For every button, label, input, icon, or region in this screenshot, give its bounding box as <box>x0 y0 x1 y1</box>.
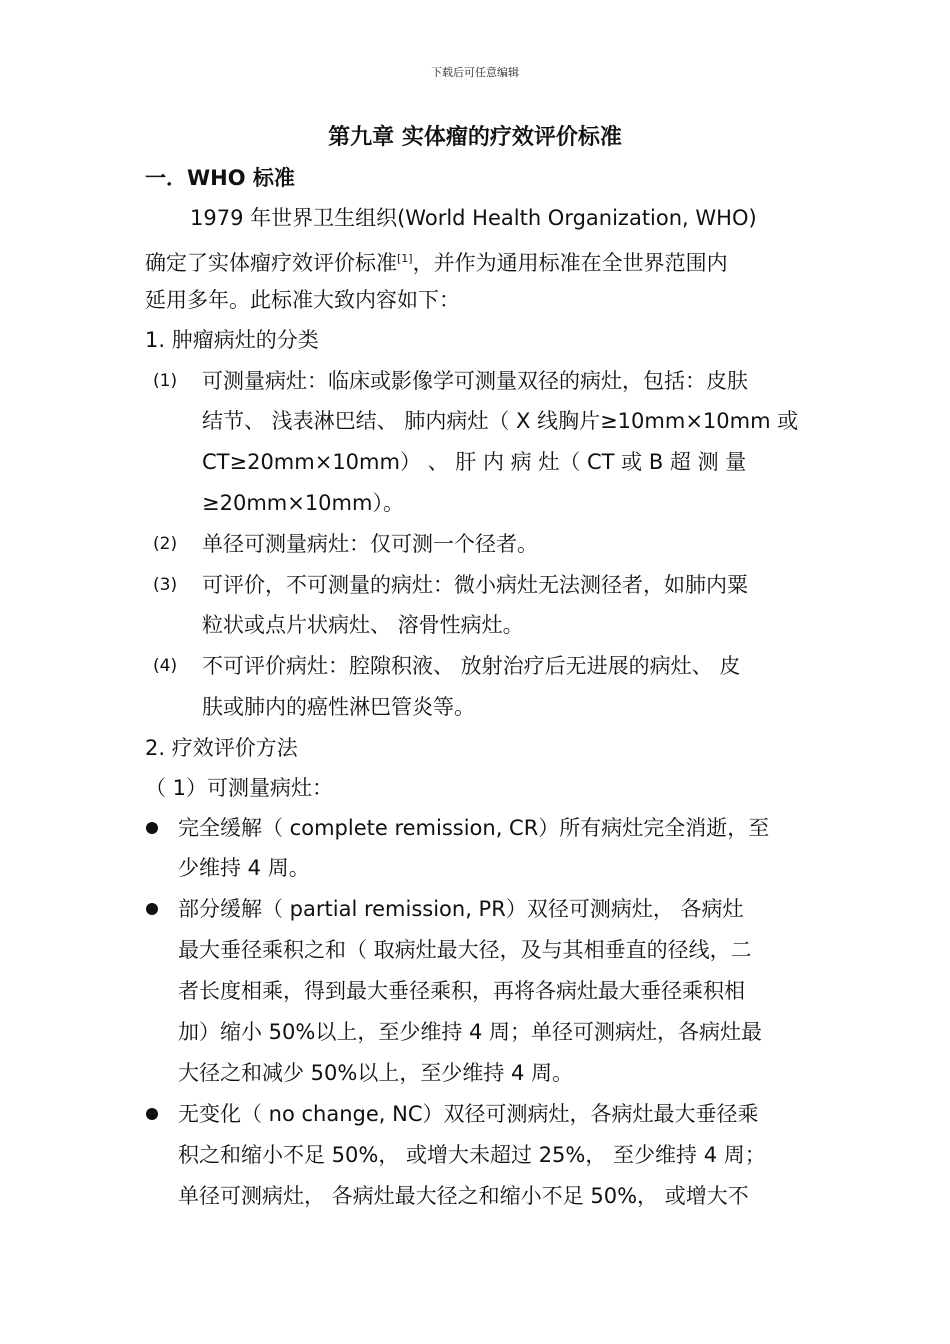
nc-line-1: 无变化（ no change, NC）双径可测病灶，各病灶最大垂径乘 <box>178 1102 759 1126</box>
bullet-icon <box>146 1108 158 1120</box>
item3-line-1: 可评价，不可测量的病灶：微小病灶无法测径者，如肺内粟 <box>202 573 748 597</box>
reference-mark: [1] <box>397 252 413 265</box>
item1-line-3: CT≥20mm×10mm） 、 肝 内 病 灶（ CT 或 B 超 测 量 <box>202 450 747 474</box>
intro-line-2 <box>145 239 728 283</box>
item1-line-2: 结节、 浅表淋巴结、 肺内病灶（ X 线胸片≥10mm×10mm 或 <box>202 409 799 433</box>
pr-line-1: 部分缓解（ partial remission, PR）双径可测病灶， 各病灶 <box>178 897 744 921</box>
item1-number: (1) <box>153 371 178 391</box>
nc-line-2: 积之和缩小不足 50%， 或增大未超过 25%， 至少维持 4 周； <box>178 1143 766 1167</box>
cr-line-1: 完全缓解（ complete remission, CR）所有病灶完全消逝，至 <box>178 816 770 840</box>
part2-sub-heading: （ 1）可测量病灶： <box>145 776 334 800</box>
intro-line-1: 1979 年世界卫生组织(World Health Organization, WHO) <box>190 206 757 230</box>
item4-line-2: 肤或肺内的癌性淋巴管炎等。 <box>202 695 475 719</box>
part1-heading: 1. 肿瘤病灶的分类 <box>145 328 319 352</box>
nc-line-3: 单径可测病灶， 各病灶最大径之和缩小不足 50%， 或增大不 <box>178 1184 749 1208</box>
page-title: 第九章 实体瘤的疗效评价标准 <box>328 125 622 150</box>
pr-line-3: 者长度相乘，得到最大垂径乘积，再将各病灶最大垂径乘积相 <box>178 979 745 1003</box>
intro-line-3: 延用多年。此标准大致内容如下： <box>145 288 460 312</box>
pr-line-5: 大径之和减少 50%以上，至少维持 4 周。 <box>178 1061 574 1085</box>
item1-line-1: 可测量病灶：临床或影像学可测量双径的病灶，包括：皮肤 <box>202 369 748 393</box>
bullet-icon <box>146 822 158 834</box>
item2-line-1: 单径可测量病灶：仅可测一个径者。 <box>202 532 538 556</box>
pr-line-4: 加）缩小 50%以上，至少维持 4 周；单径可测病灶，各病灶最 <box>178 1020 763 1044</box>
item4-line-1: 不可评价病灶：腔隙积液、 放射治疗后无进展的病灶、 皮 <box>202 654 741 678</box>
bullet-icon <box>146 903 158 915</box>
item4-number: (4) <box>153 656 178 676</box>
item2-number: (2) <box>153 534 178 554</box>
item3-line-2: 粒状或点片状病灶、 溶骨性病灶。 <box>202 613 524 637</box>
part2-heading: 2. 疗效评价方法 <box>145 736 298 760</box>
intro-line-2b: ，并作为通用标准在全世界范围内 <box>412 251 728 275</box>
header-note: 下载后可任意编辑 <box>431 66 519 79</box>
item1-line-4: ≥20mm×10mm）。 <box>202 491 404 515</box>
pr-line-2: 最大垂径乘积之和（ 取病灶最大径，及与其相垂直的径线，二 <box>178 938 752 962</box>
item3-number: (3) <box>153 575 178 595</box>
intro-line-2a: 确定了实体瘤疗效评价标准 <box>145 251 397 275</box>
section-heading-who: 一．WHO 标准 <box>145 166 295 190</box>
cr-line-2: 少维持 4 周。 <box>178 856 310 880</box>
